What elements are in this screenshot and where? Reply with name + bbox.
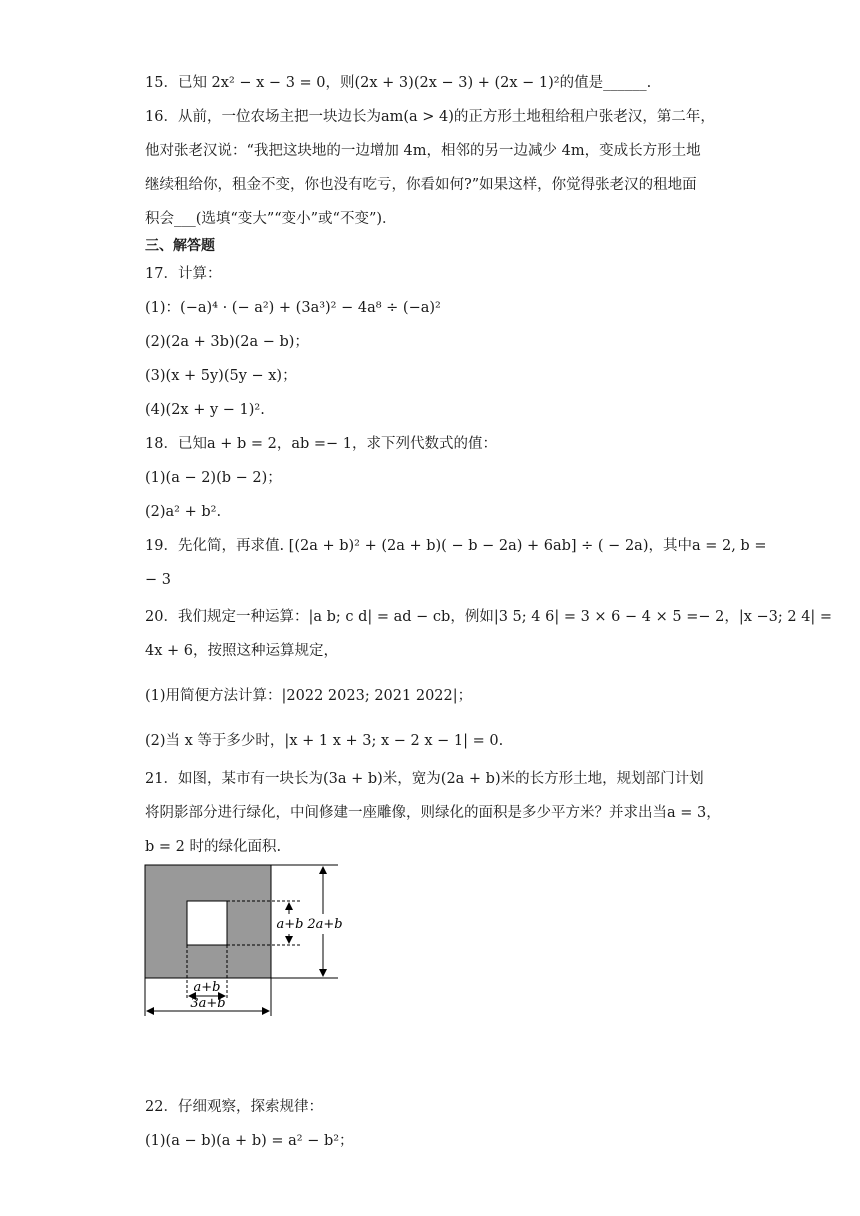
- outer-height-arrowhead-top: [319, 866, 327, 874]
- inner-height-arrowhead-top: [285, 902, 293, 910]
- problem-22-part-1: (1)(a − b)(a + b) = a² − b²；: [145, 1133, 354, 1149]
- problem-17-part-3: (3)(x + 5y)(5y − x)；: [145, 368, 297, 384]
- problem-15: 15．已知 2x² − x − 3 = 0，则(2x + 3)(2x − 3) + (2x − 1)²的值是______.: [145, 75, 652, 91]
- problem-21-line-1: 21．如图，某市有一块长为(3a + b)米，宽为(2a + b)米的长方形土地，规划部门计划: [145, 771, 704, 787]
- problem-17-part-2: (2)(2a + 3b)(2a − b)；: [145, 334, 309, 350]
- outer-width-label: 3a+b: [190, 996, 226, 1011]
- problem-20-line-2: 4x + 6，按照这种运算规定，: [145, 643, 338, 659]
- problem-18: 18．已知a + b = 2，ab =− 1，求下列代数式的值：: [145, 436, 498, 452]
- outer-height-label: 2a+b: [307, 917, 343, 932]
- problem-21-line-2: 将阴影部分进行绿化，中间修建一座雕像，则绿化的面积是多少平方米？并求出当a = 3，: [145, 805, 721, 821]
- problem-16-line-2: 他对张老汉说：“我把这块地的一边增加 4m，相邻的另一边减少 4m，变成长方形土地: [145, 143, 701, 159]
- problem-20-part-2: (2)当 x 等于多少时，|x + 1 x + 3; x − 2 x − 1| = 0.: [145, 733, 504, 749]
- outer-width-arrowhead-left: [146, 1007, 154, 1015]
- problem-17-part-4: (4)(2x + y − 1)².: [145, 402, 265, 418]
- problem-16-line-1: 16．从前，一位农场主把一块边长为am(a > 4)的正方形土地租给租户张老汉，第二年，: [145, 109, 715, 125]
- inner-width-label: a+b: [193, 980, 221, 995]
- problem-20-part-1: (1)用简便方法计算：|2022 2023; 2021 2022|；: [145, 688, 473, 704]
- problem-22: 22．仔细观察，探索规律：: [145, 1099, 323, 1115]
- problem-16-line-4: 积会___(选填“变大”“变小”或“不变”)．: [145, 211, 397, 227]
- land-diagram-svg: [140, 858, 360, 1023]
- problem-16-line-3: 继续租给你，租金不变，你也没有吃亏，你看如何?”如果这样，你觉得张老汉的租地面: [145, 177, 697, 193]
- problem-17: 17．计算：: [145, 266, 222, 282]
- outer-width-arrowhead-right: [262, 1007, 270, 1015]
- problem-18-part-2: (2)a² + b².: [145, 504, 222, 520]
- problem-19-line-2: − 3: [145, 572, 171, 588]
- problem-21-line-3: b = 2 时的绿化面积.: [145, 839, 282, 855]
- section-heading: 三、解答题: [145, 238, 215, 254]
- problem-20-line-1: 20．我们规定一种运算：|a b; c d| = ad − cb，例如|3 5; 4 6| = 3 × 6 − 4 × 5 =− 2，|x −3; 2 4| =: [145, 609, 833, 625]
- outer-height-arrowhead-bottom: [319, 969, 327, 977]
- problem-19-line-1: 19．先化简，再求值. [(2a + b)² + (2a + b)( − b − 2a) + 6ab] ÷ ( − 2a)，其中a = 2, b =: [145, 538, 767, 554]
- inner-height-label: a+b: [276, 917, 304, 932]
- land-diagram: [140, 858, 360, 1027]
- inner-height-arrowhead-bottom: [285, 936, 293, 944]
- statue-square: [187, 901, 227, 945]
- problem-17-part-1: (1)：(−a)⁴ · (− a²) + (3a³)² − 4a⁸ ÷ (−a)²: [145, 300, 441, 316]
- problem-18-part-1: (1)(a − 2)(b − 2)；: [145, 470, 282, 486]
